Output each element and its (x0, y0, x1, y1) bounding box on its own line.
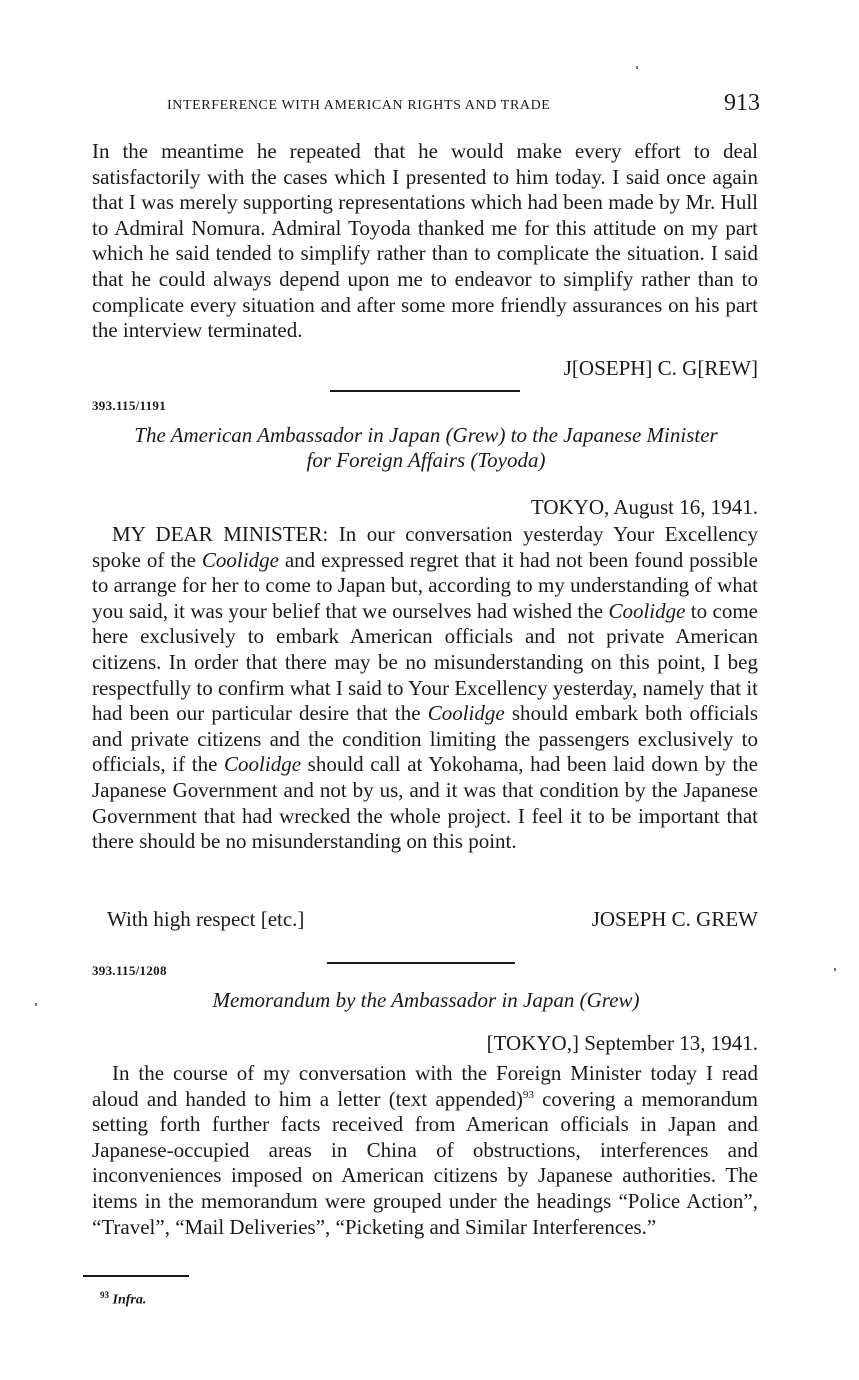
footnote-number: 93 (100, 1290, 109, 1300)
running-title: INTERFERENCE WITH AMERICAN RIGHTS AND TRADE (167, 98, 551, 113)
footnote (100, 1290, 146, 1309)
footnote-reference: 93 (522, 1088, 534, 1101)
ship-name: Coolidge (427, 701, 505, 726)
scan-speck (636, 66, 638, 69)
letter-text: should call at Yokohama, had been laid down by the Japanese Government and not by us, and it was that condition by the Japanese Government that had wrecked the whole project. I feel it to be important that there should be no misunderstanding on this point. (92, 752, 758, 854)
ship-name: Coolidge (224, 752, 302, 777)
dateline: TOKYO, August 16, 1941. (530, 495, 758, 519)
memorandum-text: In the course of my conversation with the Foreign Minister today I read aloud and handed to him a letter (text appended) (92, 1061, 758, 1111)
section-divider (327, 962, 515, 964)
letter-heading (92, 423, 760, 473)
ship-name: Coolidge (608, 598, 686, 623)
file-number: 393.115/1208 (92, 963, 167, 978)
ship-name: Coolidge (201, 547, 279, 572)
running-head (92, 92, 760, 122)
letter-heading-line-1: The American Ambassador in Japan (Grew) to the Japanese Minister (134, 423, 718, 447)
memorandum-heading: Memorandum by the Ambassador in Japan (Grew) (212, 988, 640, 1012)
scan-speck (35, 1003, 37, 1006)
signature: JOSEPH C. GREW (591, 907, 758, 931)
signature-initials: J[OSEPH] C. G[REW] (563, 356, 758, 380)
footnote-rule (83, 1275, 189, 1277)
letter-text: should embark both officials and private citizens and the condition limiting the passengers exclusively to officials, if the (92, 701, 758, 777)
closing: With high respect [etc.] (107, 907, 305, 931)
salutation: MY DEAR MINISTER: (112, 522, 329, 546)
section-divider (330, 390, 520, 392)
letter-text: to come here exclusively to embark American officials and not private American citizens. In order that there may be no misunderstanding on this point, I beg respectfully to confirm what I said to Your Excellency yesterday, namely that it had been our particular desire that the (92, 598, 758, 726)
page-number: 913 (724, 90, 760, 116)
dateline: [TOKYO,] September 13, 1941. (486, 1031, 758, 1055)
memorandum-body (92, 1061, 758, 1240)
file-number: 393.115/1191 (92, 398, 167, 413)
footnote-text: Infra. (112, 1292, 147, 1308)
scan-speck (834, 968, 836, 971)
letter-body (92, 522, 758, 855)
letter-text: and expressed regret that it had not been found possible to arrange for her to come to Japan but, according to my understanding of what you said, it was your belief that we ourselves had wished the (92, 547, 758, 623)
letter-heading-line-2: for Foreign Affairs (Toyoda) (306, 448, 546, 472)
paragraph-interview-end: In the meantime he repeated that he would make every effort to deal satisfactorily with the cases which I presented to him today. I said once again that I was merely supporting representations which had been made by Mr. Hull to Admiral Nomura. Admiral Toyoda thanked me for this attitude on my part which he said tended to simplify rather than to complicate the situation. I said that he could always depend upon me to endeavor to simplify rather than to complicate every situation and after some more friendly assurances on his part the interview terminated. (92, 139, 758, 343)
letter-text: In our conversation yesterday Your Excellency spoke of the (92, 522, 758, 572)
memorandum-text: covering a memorandum setting forth further facts received from American officials in Japan and Japanese-occupied areas in China of obstructions, interferences and inconveniences imposed on American citizens by Japanese authorities. The items in the memorandum were grouped under the headings “Police Action”, “Travel”, “Mail Deliveries”, “Picketing and Similar Interferences.” (92, 1086, 758, 1239)
